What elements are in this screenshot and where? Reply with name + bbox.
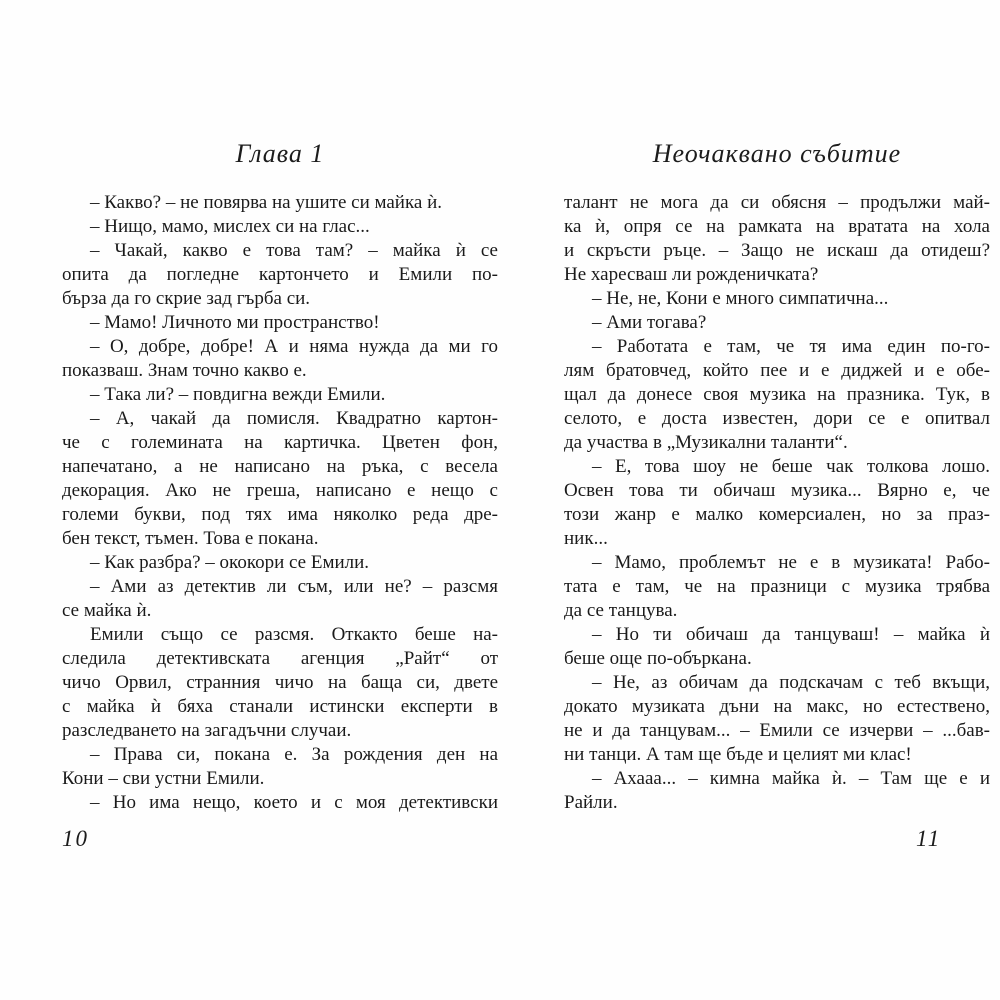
text-line: – А, чакай да помисля. Квадратно картон- [90,408,498,429]
paragraph [564,191,990,287]
text-line: чичо Орвил, странния чичо на баща си, двете [62,672,498,693]
text-line: – Права си, покана е. За рождения ден на [90,744,498,765]
text-line: декорация. Ако не греша, написано е нещо с [62,480,498,501]
text-line: – Мамо, проблемът не е в музиката! Рабо- [592,552,990,573]
paragraph [62,311,498,335]
text-line: – Е, това шоу не беше чак толкова лошо. [592,456,990,477]
text-line: с майка ѝ бяха станали истински експерти в [62,696,498,717]
text-line: се майка ѝ. [62,600,152,621]
paragraph [62,191,498,215]
paragraph [564,335,990,455]
text-line: – Как разбра? – ококори се Емили. [90,552,370,573]
text-line: Не харесваш ли рожденичката? [564,264,819,285]
paragraph [564,551,990,623]
text-line: и скръсти ръце. – Защо не искаш да отидеш? [564,240,990,261]
text-line: – Не, аз обичам да подскачам с теб вкъщи, [592,672,990,693]
paragraph [564,671,990,767]
page-left [62,138,498,815]
text-line: – Мамо! Личното ми пространство! [90,312,380,333]
text-line: – Ами тогава? [592,312,707,333]
text-line: – Нищо, мамо, мислех си на глас... [90,216,370,237]
text-line: този жанр е малко комерсиален, но за праз- [564,504,990,525]
text-line: – Не, не, Кони е много симпатична... [592,288,889,309]
paragraph [62,335,498,383]
text-line: – О, добре, добре! А и няма нужда да ми го [90,336,498,357]
paragraph [62,407,498,551]
text-line: бърза да го скрие зад гърба си. [62,288,311,309]
text-line: Освен това ти обичаш музика... Вярно е, че [564,480,990,501]
text-line: Кони – сви устни Емили. [62,768,265,789]
chapter-title: Глава 1 [235,139,325,168]
paragraph [62,551,498,575]
paragraph [564,767,990,815]
paragraph [564,455,990,551]
paragraph [564,623,990,671]
page-right-body [564,191,990,815]
text-line: – Така ли? – повдигна вежди Емили. [90,384,386,405]
text-line: беше още по-объркана. [564,648,752,669]
text-line: – Чакай, какво е това там? – майка ѝ се [90,240,498,261]
text-line: опита да погледне картончето и Емили по- [62,264,498,285]
paragraph [62,743,498,791]
paragraph [564,311,990,335]
text-line: – Ахааа... – кимна майка ѝ. – Там ще е и [592,768,990,789]
paragraph [62,383,498,407]
text-line: тата е там, че на празници с музика трябва [564,576,990,597]
paragraph [62,791,498,815]
text-line: разследването на загадъчни случаи. [62,720,352,741]
paragraph [62,623,498,743]
text-line: селото, е доста известен, дори се е опитвал [564,408,990,429]
text-line: ни танци. А там ще бъде и целият ми клас! [564,744,912,765]
text-line: ка ѝ, опря се на рамката на вратата на хола [564,216,990,237]
page-number-right: 11 [916,826,942,851]
text-line: – Работата е там, че тя има един по-го- [592,336,990,357]
text-line: бен текст, тъмен. Това е покана. [62,528,319,549]
text-line: Емили също се разсмя. Откакто беше на- [90,624,498,645]
text-line: щал да донесе своя музика на празника. Тук, в [564,384,990,405]
text-line: следила детективската агенция „Райт“ от [62,648,498,669]
text-line: докато музиката дъни на макс, но естествено, [564,696,990,717]
paragraph [564,287,990,311]
chapter-subtitle: Неочаквано събитие [652,139,902,168]
text-line: не и да танцувам... – Емили се изчерви – ...бав- [564,720,990,741]
text-line: Райли. [564,792,618,813]
paragraph [62,239,498,311]
page-number-left: 10 [62,826,89,851]
text-line: че с големината на картичка. Цветен фон, [62,432,498,453]
text-line: големи букви, под тях има няколко реда дре- [62,504,498,525]
page-right [564,138,990,815]
text-line: – Но има нещо, което и с моя детективски [90,792,498,813]
paragraph [62,575,498,623]
text-line: да участва в „Музикални таланти“. [564,432,848,453]
text-line: напечатано, а не написано на ръка, с весела [62,456,498,477]
text-line: ник... [564,528,608,549]
text-line: – Но ти обичаш да танцуваш! – майка ѝ [592,624,990,645]
text-line: да се танцува. [564,600,678,621]
text-line: лям братовчед, който пее и е диджей и е обе- [564,360,990,381]
text-line: показваш. Знам точно какво е. [62,360,307,381]
text-line: – Ами аз детектив ли съм, или не? – разсмя [90,576,498,597]
paragraph [62,215,498,239]
page-left-body [62,191,498,815]
text-line: талант не мога да си обясня – продължи май- [564,192,990,213]
text-line: – Какво? – не повярва на ушите си майка ѝ. [90,192,443,213]
